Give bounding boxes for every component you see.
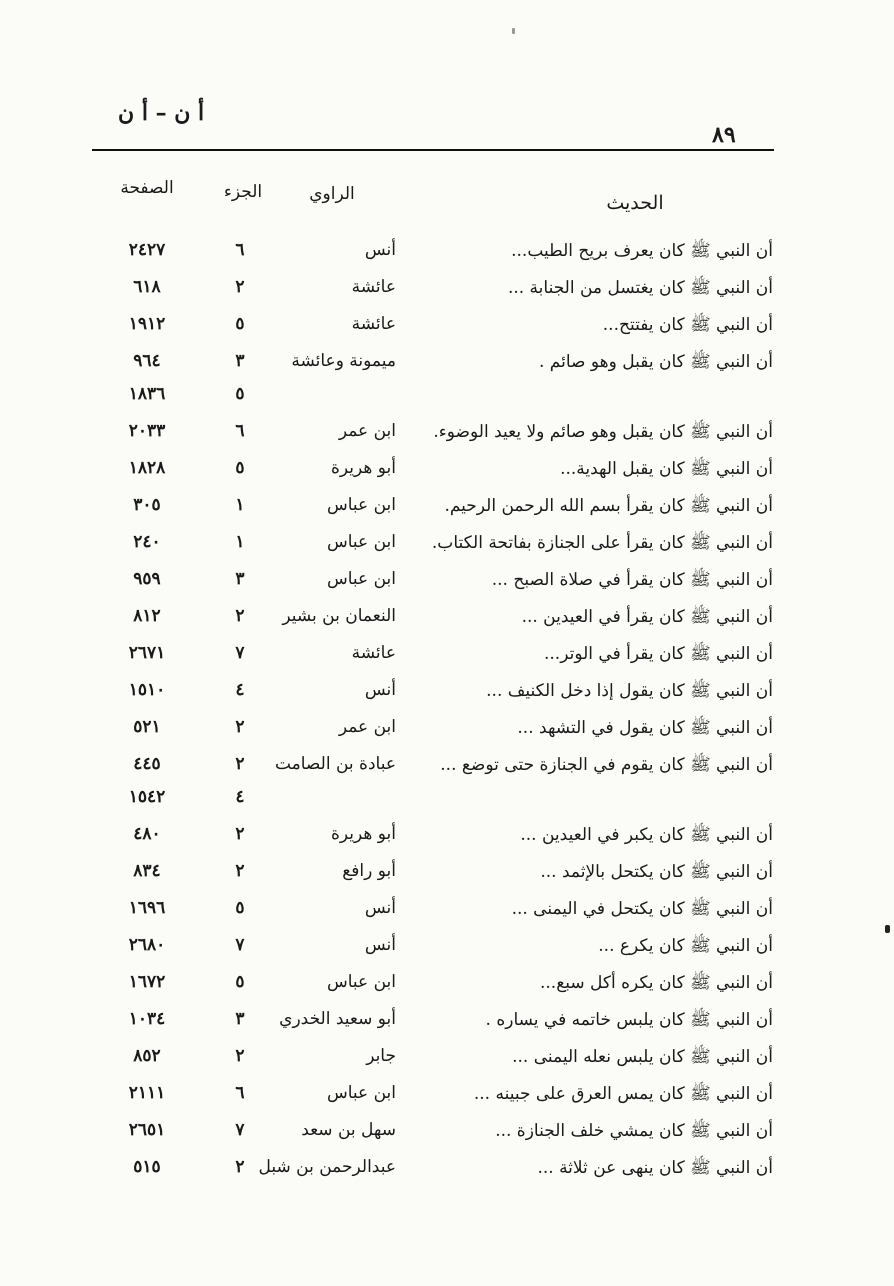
part-number: ٣ (235, 1009, 245, 1029)
hadith-text: أن النبي ﷺ كان يمس العرق على جبينه ... (473, 1084, 773, 1104)
narrator-name: سهل بن سعد (301, 1120, 396, 1140)
part-number: ٥ (235, 314, 245, 334)
page-reference: ١٩١٢ (128, 314, 166, 334)
part-number: ٣ (235, 351, 245, 371)
table-row (0, 968, 894, 1005)
hadith-text: أن النبي ﷺ كان يقرأ في العيدين ... (521, 607, 773, 627)
part-number: ٢ (235, 824, 245, 844)
page-reference: ٨١٢ (133, 606, 161, 626)
hadith-text: أن النبي ﷺ كان يقول إذا دخل الكنيف ... (486, 681, 773, 701)
page-reference: ٢٦٨٠ (128, 935, 166, 955)
page-reference: ٥١٥ (133, 1157, 161, 1177)
part-number: ٧ (235, 643, 245, 663)
hadith-text: أن النبي ﷺ كان يقوم في الجنازة حتى توضع ... (440, 755, 773, 775)
page-reference: ٤٨٠ (133, 824, 161, 844)
narrator-name: أبو هريرة (330, 824, 396, 844)
column-header-part: الجزء (223, 182, 263, 202)
narrator-name: ابن عباس (326, 495, 396, 515)
page-reference: ٢٦٥١ (128, 1120, 166, 1140)
hadith-text: أن النبي ﷺ كان يكرع ... (598, 936, 773, 956)
page-reference: ٨٣٤ (133, 861, 161, 881)
hadith-text: أن النبي ﷺ كان يفتتح... (602, 315, 773, 335)
hadith-text: أن النبي ﷺ كان يقرأ في صلاة الصبح ... (491, 570, 773, 590)
hadith-text: أن النبي ﷺ كان يلبس نعله اليمنى ... (512, 1047, 773, 1067)
narrator-name: أنس (364, 680, 396, 700)
part-number: ٦ (235, 240, 245, 260)
table-row (0, 528, 894, 565)
table-row (0, 639, 894, 676)
page-reference: ٢٦٧١ (128, 643, 166, 663)
table-row (0, 491, 894, 528)
hadith-text: أن النبي ﷺ كان يقول في التشهد ... (517, 718, 773, 738)
table-row (0, 857, 894, 894)
narrator-name: أبو رافع (342, 861, 396, 881)
table-row (0, 820, 894, 857)
table-row (0, 676, 894, 713)
table-row (0, 750, 894, 783)
table-row (0, 454, 894, 491)
part-number: ٢ (235, 277, 245, 297)
part-number: ٢ (235, 861, 245, 881)
narrator-name: عائشة (351, 314, 396, 334)
narrator-name: ابن عمر (338, 717, 396, 737)
part-number: ٥ (235, 384, 245, 404)
hadith-text: أن النبي ﷺ كان يقرأ في الوتر... (544, 644, 773, 664)
page-reference: ١٠٣٤ (128, 1009, 166, 1029)
narrator-name: أبو سعيد الخدري (279, 1009, 396, 1029)
part-number: ٦ (235, 1083, 245, 1103)
hadith-text: أن النبي ﷺ كان يقبل وهو صائم ولا يعيد الوضوء. (433, 422, 773, 442)
part-number: ٢ (235, 1046, 245, 1066)
table-row (0, 236, 894, 273)
hadith-text: أن النبي ﷺ كان يلبس خاتمه في يساره . (485, 1010, 773, 1030)
page-reference: ٩٦٤ (133, 351, 161, 371)
narrator-name: جابر (366, 1046, 396, 1066)
header-rule (92, 149, 774, 151)
page-reference: ١٥٤٢ (128, 787, 166, 807)
page-reference: ٦١٨ (133, 277, 161, 297)
hadith-text: أن النبي ﷺ كان يقبل الهدية... (560, 459, 773, 479)
page-reference: ٥٢١ (133, 717, 161, 737)
page-reference: ١٦٧٢ (128, 972, 166, 992)
part-number: ٥ (235, 972, 245, 992)
page-reference: ١٨٢٨ (128, 458, 166, 478)
column-header-page: الصفحة (120, 178, 174, 198)
table-row (0, 417, 894, 454)
table-row (0, 347, 894, 380)
paper-speck (512, 28, 515, 34)
table-row (0, 602, 894, 639)
page-reference: ١٨٣٦ (128, 384, 166, 404)
table-row (0, 713, 894, 750)
page-reference: ١٦٩٦ (128, 898, 166, 918)
narrator-name: عبادة بن الصامت (274, 754, 396, 774)
table-row (0, 894, 894, 931)
page-reference: ٩٥٩ (133, 569, 161, 589)
table-row (0, 1079, 894, 1116)
table-row (0, 380, 894, 417)
hadith-text: أن النبي ﷺ كان يغتسل من الجنابة ... (507, 278, 773, 298)
running-header: أ ن – أ ن (118, 100, 205, 126)
part-number: ٢ (235, 1157, 245, 1177)
column-header-narrator: الراوي (309, 184, 355, 204)
index-table (0, 236, 894, 1190)
page-reference: ٢٤٠ (133, 532, 161, 552)
part-number: ٥ (235, 458, 245, 478)
narrator-name: أبو هريرة (330, 458, 396, 478)
table-row (0, 931, 894, 968)
page-reference: ٢١١١ (128, 1083, 166, 1103)
table-row (0, 565, 894, 602)
hadith-text: أن النبي ﷺ كان ينهى عن ثلاثة ... (537, 1158, 773, 1178)
hadith-text: أن النبي ﷺ كان يقرأ على الجنازة بفاتحة الكتاب. (431, 533, 773, 553)
part-number: ٦ (235, 421, 245, 441)
page-reference: ٢٤٢٧ (128, 240, 166, 260)
hadith-text: أن النبي ﷺ كان يكره أكل سبع... (540, 973, 773, 993)
part-number: ٤ (235, 787, 245, 807)
narrator-name: أنس (364, 935, 396, 955)
part-number: ٥ (235, 898, 245, 918)
narrator-name: ابن عباس (326, 569, 396, 589)
part-number: ١ (235, 495, 245, 515)
narrator-name: النعمان بن بشير (282, 606, 396, 626)
part-number: ٢ (235, 717, 245, 737)
narrator-name: ميمونة وعائشة (291, 351, 396, 371)
table-row (0, 1005, 894, 1042)
page-number: ٨٩ (712, 122, 736, 148)
narrator-name: عائشة (351, 643, 396, 663)
column-header-hadith: الحديث (606, 192, 664, 214)
page-reference: ٣٠٥ (133, 495, 161, 515)
hadith-text: أن النبي ﷺ كان يكبر في العيدين ... (520, 825, 773, 845)
narrator-name: ابن عباس (326, 972, 396, 992)
narrator-name: ابن عباس (326, 532, 396, 552)
part-number: ٧ (235, 1120, 245, 1140)
narrator-name: عبدالرحمن بن شبل (258, 1157, 396, 1177)
hadith-text: أن النبي ﷺ كان يقبل وهو صائم . (538, 352, 773, 372)
narrator-name: عائشة (351, 277, 396, 297)
table-row (0, 1116, 894, 1153)
table-row (0, 273, 894, 310)
part-number: ٣ (235, 569, 245, 589)
table-row (0, 1042, 894, 1079)
hadith-text: أن النبي ﷺ كان يكتحل بالإثمد ... (540, 862, 773, 882)
part-number: ٧ (235, 935, 245, 955)
table-row (0, 310, 894, 347)
page-reference: ٨٥٢ (133, 1046, 161, 1066)
hadith-text: أن النبي ﷺ كان يمشي خلف الجنازة ... (495, 1121, 773, 1141)
page-reference: ٤٤٥ (133, 754, 161, 774)
margin-mark (885, 925, 890, 933)
hadith-text: أن النبي ﷺ كان يقرأ بسم الله الرحمن الرحيم. (444, 496, 773, 516)
narrator-name: أنس (364, 898, 396, 918)
hadith-text: أن النبي ﷺ كان يعرف بريح الطيب... (511, 241, 773, 261)
table-row (0, 783, 894, 820)
part-number: ٢ (235, 754, 245, 774)
page-reference: ٢٠٣٣ (128, 421, 166, 441)
narrator-name: أنس (364, 240, 396, 260)
table-row (0, 1153, 894, 1190)
hadith-text: أن النبي ﷺ كان يكتحل في اليمنى ... (511, 899, 773, 919)
part-number: ١ (235, 532, 245, 552)
narrator-name: ابن عمر (338, 421, 396, 441)
page-reference: ١٥١٠ (128, 680, 166, 700)
part-number: ٤ (235, 680, 245, 700)
narrator-name: ابن عباس (326, 1083, 396, 1103)
part-number: ٢ (235, 606, 245, 626)
